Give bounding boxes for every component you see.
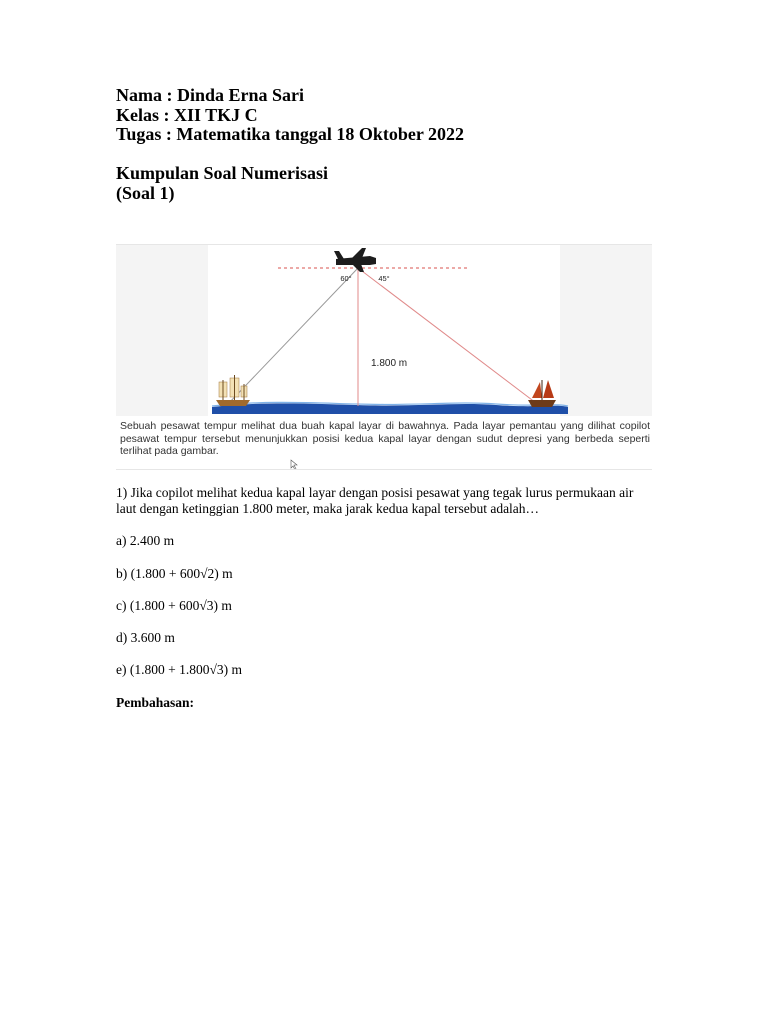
figure-right-panel [560, 244, 652, 416]
student-name: Nama : Dinda Erna Sari [116, 85, 305, 105]
option-c: c) (1.800 + 600√3) m [116, 598, 232, 613]
cursor-icon [291, 460, 297, 470]
option-a: a) 2.400 m [116, 533, 175, 548]
junk-boat-icon [528, 380, 556, 407]
option-d: d) 3.600 m [116, 630, 175, 645]
option-e: e) (1.800 + 1.800√3) m [116, 662, 243, 677]
question-text: 1) Jika copilot melihat kedua kapal layar dengan posisi pesawat yang tegak lurus permukaan air laut dengan ketinggian 1.800 meter, maka jarak kedua kapal tersebut adalah… [116, 485, 634, 516]
question-number: (Soal 1) [116, 182, 175, 203]
left-sight-line [228, 268, 358, 404]
assignment-info: Tugas : Matematika tanggal 18 Oktober 2022 [116, 124, 465, 144]
problem-figure [116, 244, 652, 470]
option-b: b) (1.800 + 600√2) m [116, 566, 233, 581]
figure-left-panel [116, 244, 208, 416]
angle-left-label: 60° [340, 274, 352, 283]
discussion-heading: Pembahasan: [116, 695, 195, 710]
sailing-ship-icon [216, 375, 250, 406]
student-class: Kelas : XII TKJ C [116, 104, 258, 125]
document-header [116, 86, 464, 203]
figure-caption: Sebuah pesawat tempur melihat dua buah kapal layar di bawahnya. Pada layar pemantau yang dilihat copilot pesawat tempur tersebut menunjukkan posisi kedua kapal layar dengan sudut depresi yang berbeda seperti terlihat pada gambar. [120, 420, 650, 457]
right-sight-line [358, 268, 540, 406]
height-label: 1.800 m [371, 358, 408, 369]
angle-right-label: 45° [378, 274, 390, 283]
document-title: Kumpulan Soal Numerisasi [116, 163, 329, 183]
